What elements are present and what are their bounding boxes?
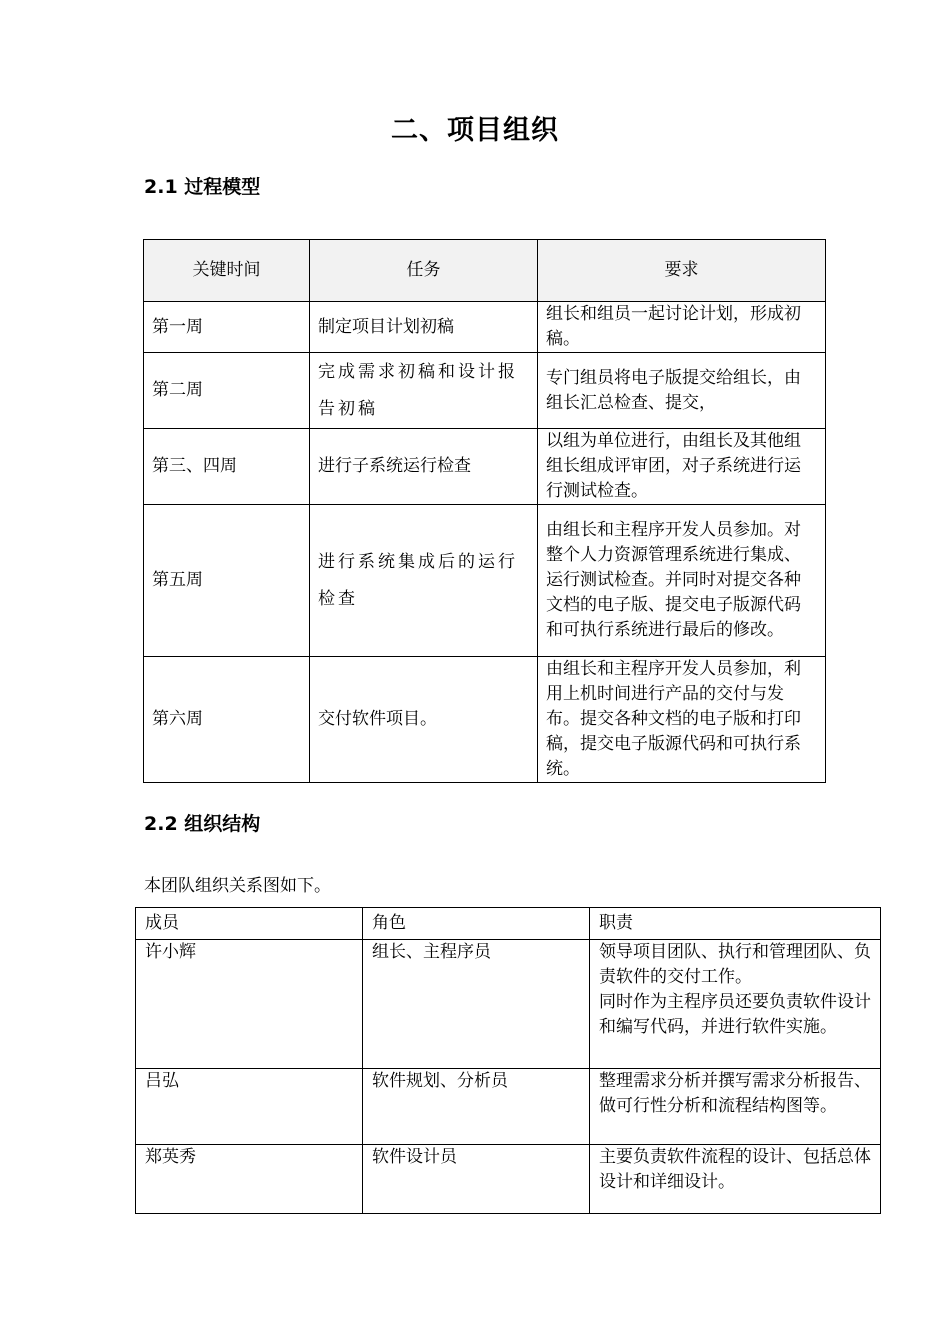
org-intro-text: 本团队组织关系图如下。 bbox=[144, 876, 331, 896]
cell-time: 第二周 bbox=[144, 353, 310, 429]
process-model-table bbox=[143, 239, 826, 783]
cell-task: 完成需求初稿和设计报告初稿 bbox=[310, 353, 538, 429]
cell-task: 进行子系统运行检查 bbox=[310, 429, 538, 505]
document-title: 二、项目组织 bbox=[391, 115, 559, 146]
table-row bbox=[136, 940, 881, 1069]
column-header-requirement: 要求 bbox=[538, 240, 826, 302]
duty-paragraph: 同时作为主程序员还要负责软件设计和编写代码，并进行软件实施。 bbox=[599, 992, 871, 1037]
cell-duty: 主要负责软件流程的设计、包括总体设计和详细设计。 bbox=[590, 1145, 881, 1214]
cell-role: 软件设计员 bbox=[363, 1145, 590, 1214]
cell-task: 交付软件项目。 bbox=[310, 657, 538, 783]
cell-time: 第五周 bbox=[144, 505, 310, 657]
cell-member: 郑英秀 bbox=[136, 1145, 363, 1214]
cell-duty bbox=[590, 940, 881, 1069]
table-header-row bbox=[144, 240, 826, 302]
column-header-task: 任务 bbox=[310, 240, 538, 302]
cell-member: 吕弘 bbox=[136, 1069, 363, 1145]
section-heading-process-model: 2.1 过程模型 bbox=[144, 176, 261, 198]
cell-duty: 整理需求分析并撰写需求分析报告、做可行性分析和流程结构图等。 bbox=[590, 1069, 881, 1145]
cell-time: 第六周 bbox=[144, 657, 310, 783]
cell-member: 许小辉 bbox=[136, 940, 363, 1069]
table-row bbox=[144, 505, 826, 657]
column-header-duty: 职责 bbox=[590, 908, 881, 940]
cell-requirement: 专门组员将电子版提交给组长，由组长汇总检查、提交， bbox=[538, 353, 826, 429]
cell-requirement: 由组长和主程序开发人员参加。对整个人力资源管理系统进行集成、运行测试检查。并同时对提交各种文档的电子版、提交电子版源代码和可执行系统进行最后的修改。 bbox=[538, 505, 826, 657]
column-header-member: 成员 bbox=[136, 908, 363, 940]
column-header-time: 关键时间 bbox=[144, 240, 310, 302]
table-header-row bbox=[136, 908, 881, 940]
org-structure-table bbox=[135, 907, 881, 1214]
cell-requirement: 以组为单位进行，由组长及其他组组长组成评审团，对子系统进行运行测试检查。 bbox=[538, 429, 826, 505]
cell-task: 进行系统集成后的运行检查 bbox=[310, 505, 538, 657]
cell-role: 软件规划、分析员 bbox=[363, 1069, 590, 1145]
duty-paragraph: 领导项目团队、执行和管理团队、负责软件的交付工作。 bbox=[599, 942, 871, 987]
cell-role: 组长、主程序员 bbox=[363, 940, 590, 1069]
section-heading-org-structure: 2.2 组织结构 bbox=[144, 813, 261, 835]
cell-time: 第三、四周 bbox=[144, 429, 310, 505]
table-row bbox=[144, 302, 826, 353]
table-row bbox=[144, 353, 826, 429]
table-row bbox=[136, 1069, 881, 1145]
cell-requirement: 由组长和主程序开发人员参加，利用上机时间进行产品的交付与发布。提交各种文档的电子版和打印稿，提交电子版源代码和可执行系统。 bbox=[538, 657, 826, 783]
column-header-role: 角色 bbox=[363, 908, 590, 940]
table-row bbox=[144, 657, 826, 783]
table-row bbox=[144, 429, 826, 505]
cell-requirement: 组长和组员一起讨论计划，形成初稿。 bbox=[538, 302, 826, 353]
cell-time: 第一周 bbox=[144, 302, 310, 353]
cell-task: 制定项目计划初稿 bbox=[310, 302, 538, 353]
table-row bbox=[136, 1145, 881, 1214]
